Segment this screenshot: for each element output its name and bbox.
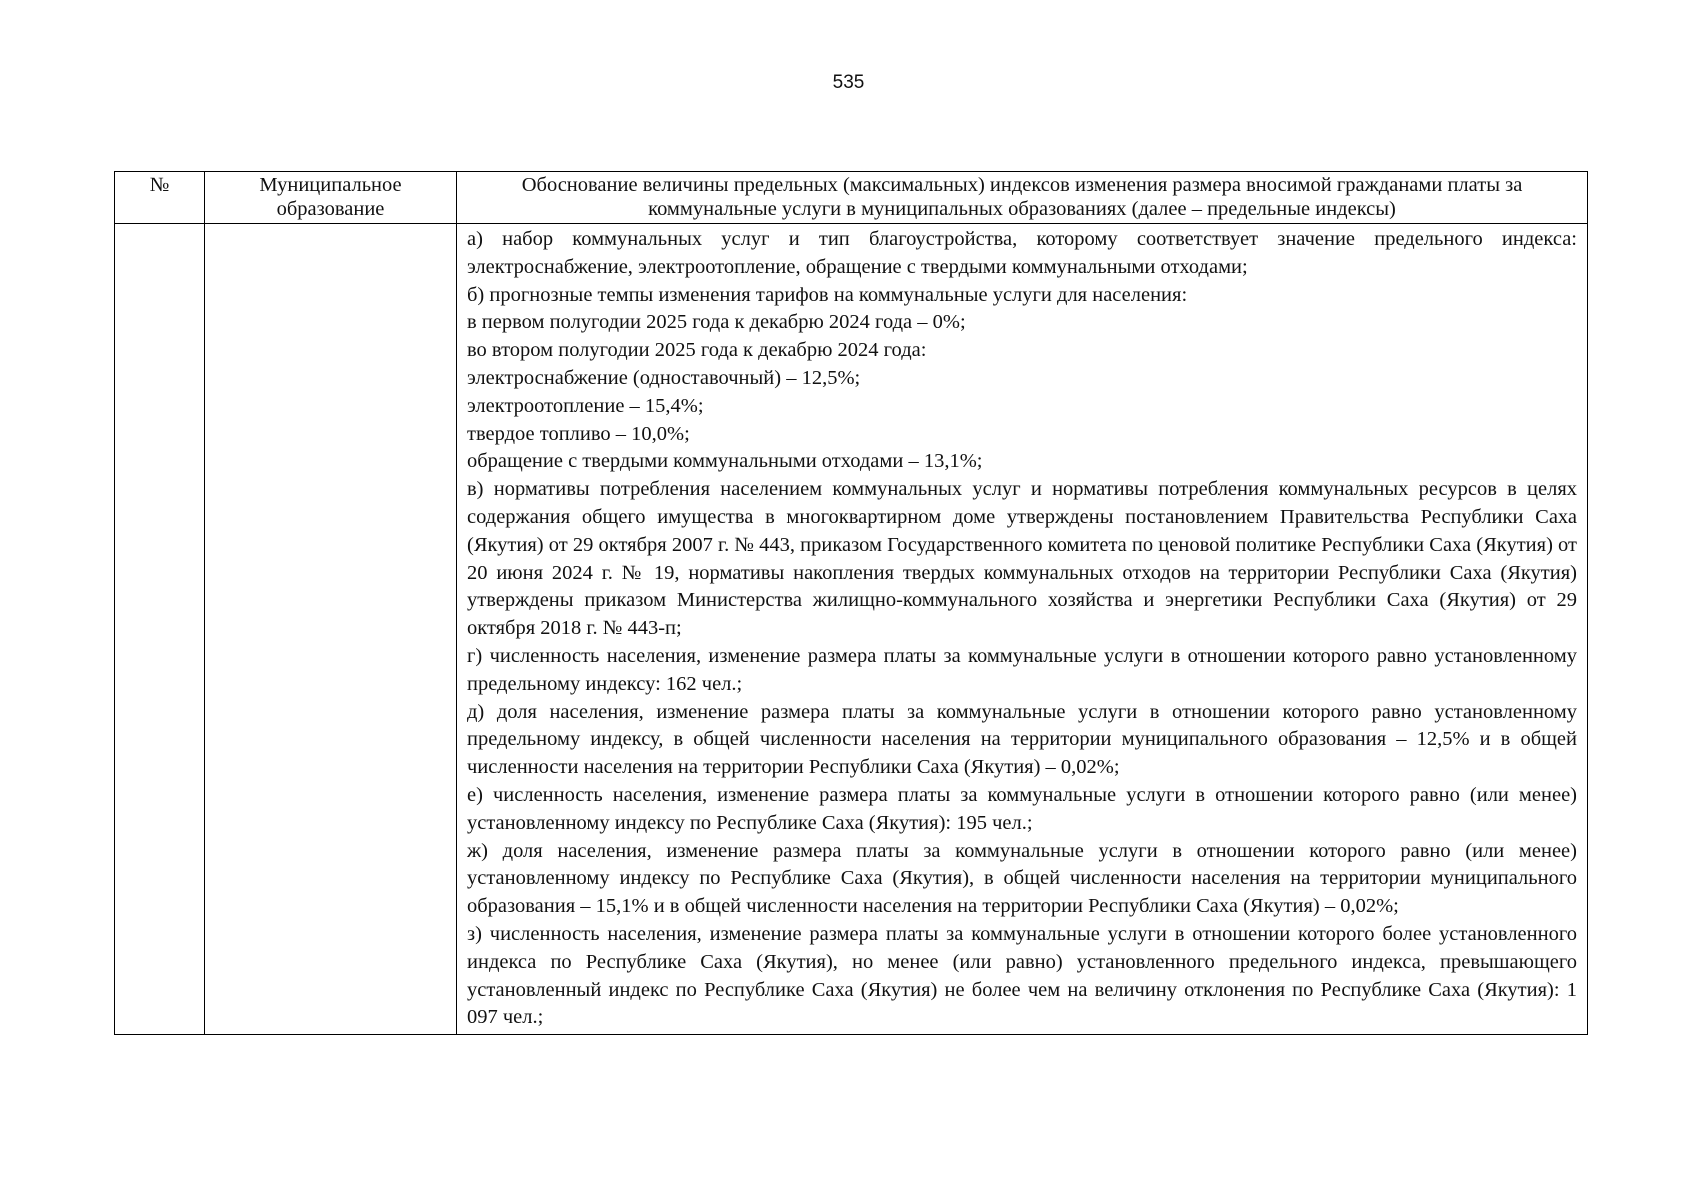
- header-number: №: [115, 172, 205, 224]
- paragraph-v: в) нормативы потребления населением коммунальных услуг и нормативы потребления коммунальных ресурсов в целях содержания общего имущества в многоквартирном доме утверждены постановлением Правительства Республики Саха (Якутия) от 29 октября 2007 г. № 443, приказом Государственного комитета по ценовой политике Республики Саха (Якутия) от 20 июня 2024 г. № 19, нормативы накопления твердых коммунальных отходов на территории Республики Саха (Якутия) утверждены приказом Министерства жилищно-коммунального хозяйства и энергетики Республики Саха (Якутия) от 29 октября 2018 г. № 443-п;: [467, 478, 1577, 640]
- cell-number: [115, 224, 205, 1035]
- header-justification: Обоснование величины предельных (максимальных) индексов изменения размера вносимой гражданами платы за коммунальные услуги в муниципальных образованиях (далее – предельные индексы): [457, 172, 1588, 224]
- paragraph-a: а) набор коммунальных услуг и тип благоустройства, которому соответствует значение предельного индекса: электроснабжение, электроотопление, обращение с твердыми коммунальными отходами;: [467, 228, 1577, 278]
- paragraph-b-electricity: электроснабжение (одноставочный) – 12,5%;: [467, 366, 861, 389]
- paragraph-b-waste: обращение с твердыми коммунальными отходами – 13,1%;: [467, 450, 983, 473]
- paragraph-b-electric-heating: электроотопление – 15,4%;: [467, 394, 704, 417]
- paragraph-b: б) прогнозные темпы изменения тарифов на коммунальные услуги для населения:: [467, 283, 1188, 306]
- paragraph-d: д) доля населения, изменение размера платы за коммунальные услуги в отношении которого равно установленному предельному индексу, в общей численности населения на территории муниципального образования – 12,5% и в общей численности населения на территории Республики Саха (Якутия) – 0,02%;: [467, 700, 1577, 779]
- header-municipality: Муниципальное образование: [205, 172, 457, 224]
- page-number: 535: [832, 72, 865, 93]
- paragraph-g: г) численность населения, изменение размера платы за коммунальные услуги в отношении которого равно установленному предельному индексу: 162 чел.;: [467, 644, 1577, 695]
- cell-municipality: [205, 224, 457, 1035]
- table-row: [115, 224, 1588, 1035]
- paragraph-b-second-half: во втором полугодии 2025 года к декабрю 2024 года:: [467, 339, 927, 362]
- justification-table: [114, 171, 1588, 1035]
- paragraph-z: з) численность населения, изменение размера платы за коммунальные услуги в отношении которого более установленного индекса по Республике Саха (Якутия), но менее (или равно) установленного предельного индекса, превышающего установленный индекс по Республике Саха (Якутия) не более чем на величину отклонения по Республике Саха (Якутия): 1 097 чел.;: [467, 922, 1577, 1029]
- paragraph-zh: ж) доля населения, изменение размера платы за коммунальные услуги в отношении которого равно (или менее) установленному индексу по Республике Саха (Якутия), в общей численности населения на территории муниципального образования – 15,1% и в общей численности населения на территории Республики Саха (Якутия) – 0,02%;: [467, 839, 1577, 918]
- table-header-row: [115, 172, 1588, 224]
- paragraph-b-first-half: в первом полугодии 2025 года к декабрю 2024 года – 0%;: [467, 311, 966, 334]
- cell-justification: [457, 224, 1588, 1035]
- paragraph-b-solid-fuel: твердое топливо – 10,0%;: [467, 422, 690, 445]
- paragraph-e: е) численность населения, изменение размера платы за коммунальные услуги в отношении которого равно (или менее) установленному индексу по Республике Саха (Якутия): 195 чел.;: [467, 783, 1577, 834]
